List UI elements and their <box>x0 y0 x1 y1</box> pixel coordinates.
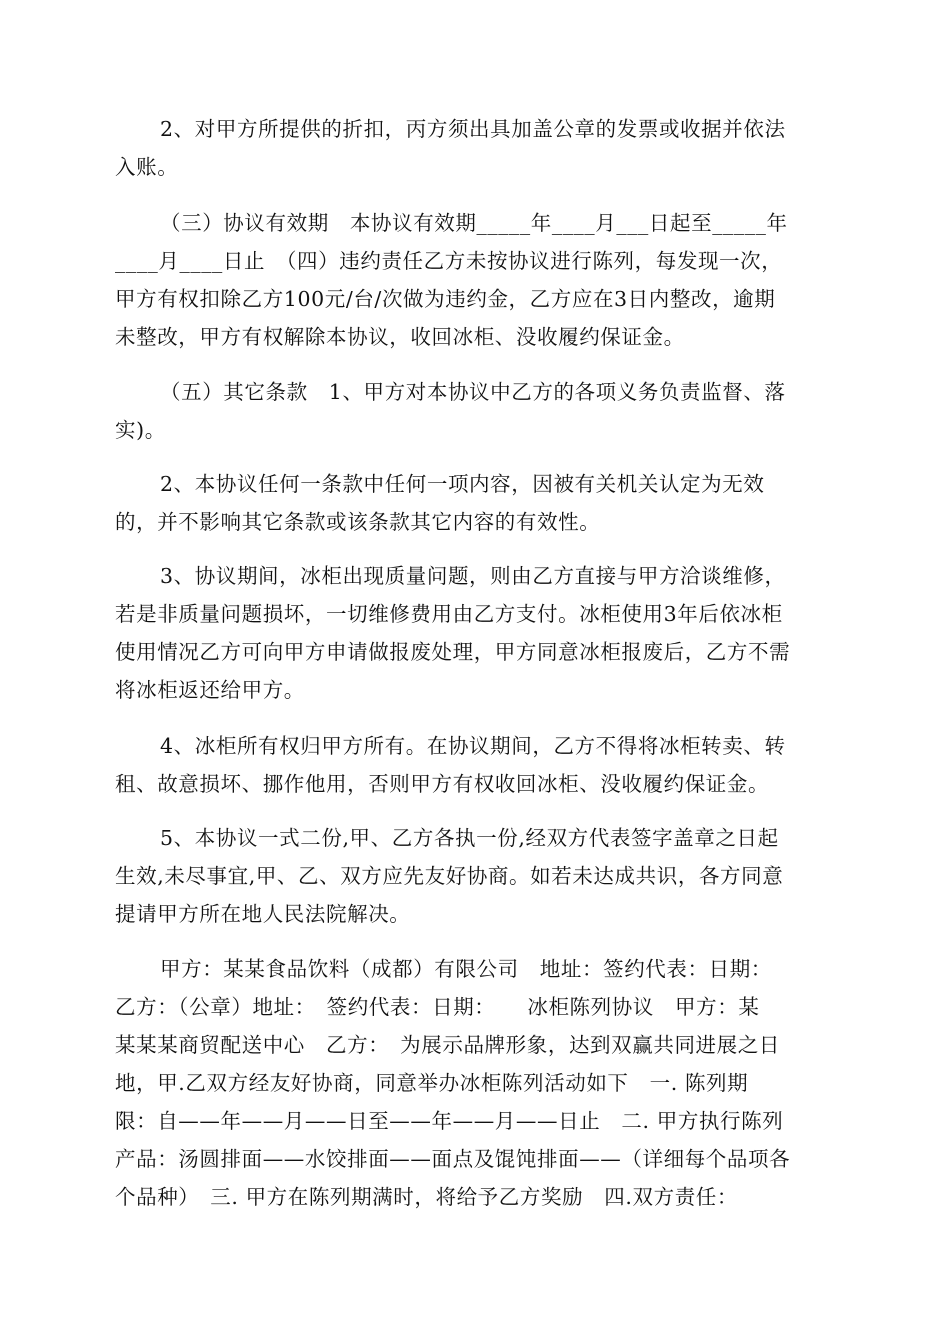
text-line: 生效,未尽事宜,甲、乙、双方应先友好协商。如若未达成共识，各方同意 <box>115 864 784 888</box>
text-line: 5、本协议一式二份,甲、乙方各执一份,经双方代表签字盖章之日起 <box>160 826 779 850</box>
text-line: 甲方有权扣除乙方100元/台/次做为违约金，乙方应在3日内整改，逾期 <box>115 287 776 311</box>
text-line: 4、冰柜所有权归甲方所有。在协议期间，乙方不得将冰柜转卖、转 <box>160 734 786 758</box>
text-line: 提请甲方所在地人民法院解决。 <box>115 902 411 926</box>
text-line: 2、本协议任何一条款中任何一项内容，因被有关机关认定为无效 <box>160 472 765 496</box>
text-line: ____月____日止 （四）违约责任乙方未按协议进行陈列，每发现一次， <box>115 249 783 273</box>
text-line: 实)。 <box>115 418 166 442</box>
text-line: 甲方：某某食品饮料（成都）有限公司 地址：签约代表：日期： <box>160 957 772 981</box>
text-line: 入账。 <box>115 155 179 179</box>
text-line: 将冰柜返还给甲方。 <box>115 678 305 702</box>
text-line: 若是非质量问题损坏，一切维修费用由乙方支付。冰柜使用3年后依冰柜 <box>115 602 783 626</box>
text-line: 产品：汤圆排面——水饺排面——面点及馄饨排面——（详细每个品项各 <box>115 1147 791 1171</box>
text-line: （三）协议有效期 本协议有效期_____年____月___日起至_____年 <box>160 211 788 235</box>
text-line: 2、对甲方所提供的折扣，丙方须出具加盖公章的发票或收据并依法 <box>160 117 786 141</box>
text-line: 3、协议期间，冰柜出现质量问题，则由乙方直接与甲方洽谈维修， <box>160 564 786 588</box>
text-line: 乙方：（公章）地址： 签约代表：日期： 冰柜陈列协议 甲方：某 <box>115 995 760 1019</box>
text-line: （五）其它条款 1、甲方对本协议中乙方的各项义务负责监督、落 <box>160 380 786 404</box>
text-line: 个品种） 三. 甲方在陈列期满时，将给予乙方奖励 四.双方责任： <box>115 1185 738 1209</box>
text-line: 地，甲.乙双方经友好协商，同意举办冰柜陈列活动如下 一. 陈列期 <box>115 1071 749 1095</box>
text-line: 的，并不影响其它条款或该条款其它内容的有效性。 <box>115 510 601 534</box>
text-line: 某某某商贸配送中心 乙方： 为展示品牌形象，达到双赢共同进展之日 <box>115 1033 780 1057</box>
text-line: 使用情况乙方可向甲方申请做报废处理，甲方同意冰柜报废后，乙方不需 <box>115 640 791 664</box>
text-line: 未整改，甲方有权解除本协议，收回冰柜、没收履约保证金。 <box>115 325 685 349</box>
text-line: 限：自——年——月——日至——年——月——日止 二. 甲方执行陈列 <box>115 1109 784 1133</box>
text-line: 租、故意损坏、挪作他用，否则甲方有权收回冰柜、没收履约保证金。 <box>115 772 770 796</box>
